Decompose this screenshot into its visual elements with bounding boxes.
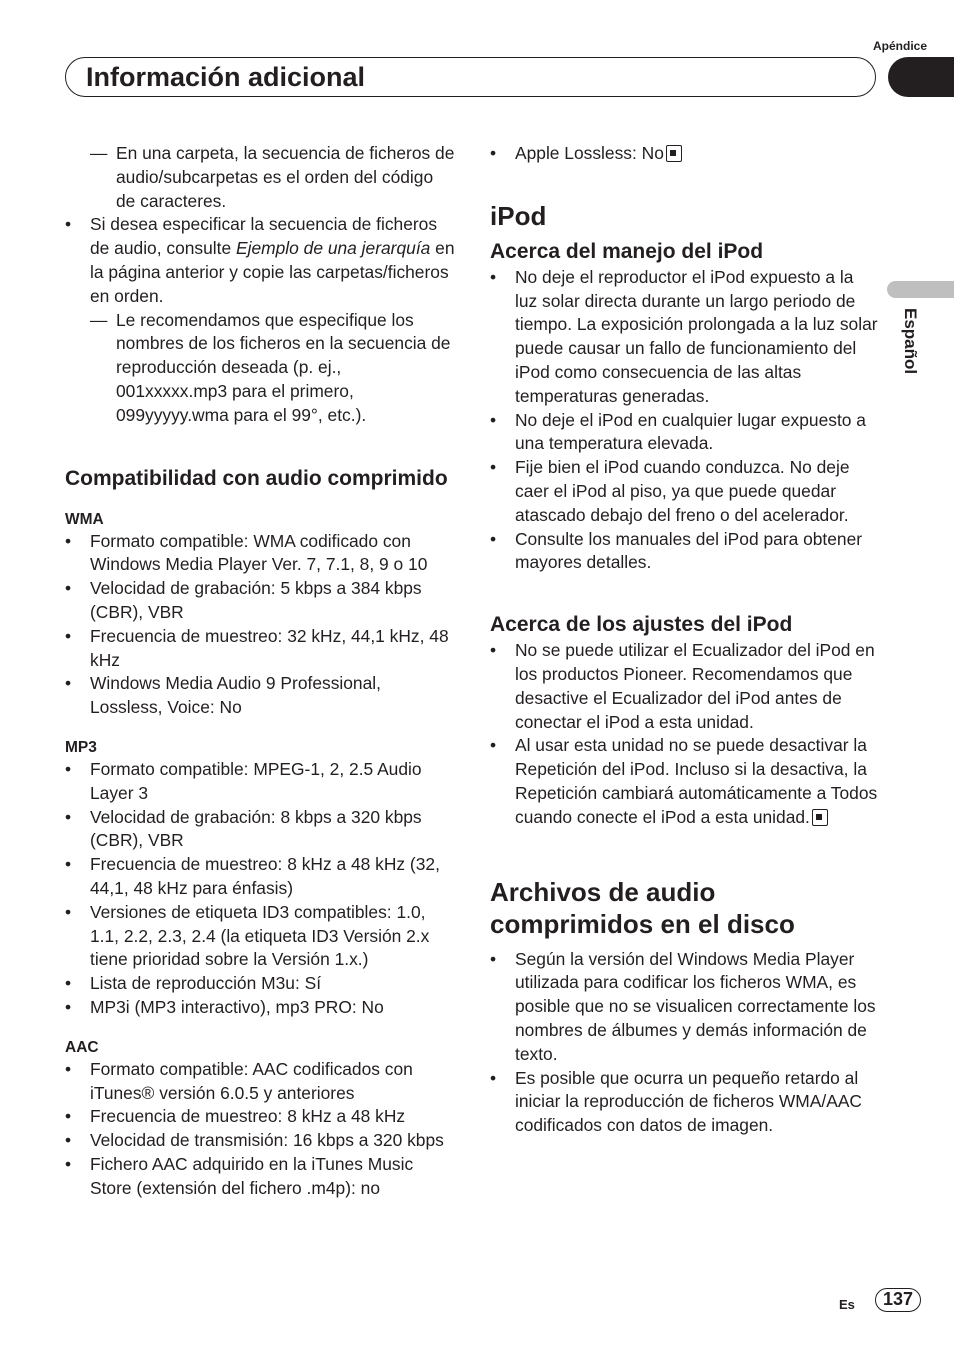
- appendix-label: Apéndice: [872, 39, 927, 53]
- handling-item: • No deje el iPod en cualquier lugar expuesto a una temperatura elevada.: [490, 409, 880, 457]
- aac-item: • Frecuencia de muestreo: 8 kHz a 48 kHz: [65, 1105, 455, 1129]
- mp3-item: • MP3i (MP3 interactivo), mp3 PRO: No: [65, 996, 455, 1020]
- intro-bullet-item: [65, 213, 455, 308]
- settings-item: • No se puede utilizar el Ecualizador del iPod en los productos Pioneer. Recomendamos que desactive el Ecualizador del iPod antes de conectar el iPod a esta unidad.: [490, 639, 880, 734]
- files-item: • Según la versión del Windows Media Player utilizada para codificar los ficheros WMA, es posible que no se visualicen correctamente los nombres de álbumes y demás información de texto.: [490, 948, 880, 1067]
- compat-heading: Compatibilidad con audio comprimido: [65, 466, 448, 490]
- wma-heading: WMA: [65, 510, 104, 528]
- settings-item-text: Al usar esta unidad no se puede desactivar la Repetición del iPod. Incluso si la desactiva, la Repetición cambiará automáticamente a Todos cuando conecte el iPod a esta unidad.: [515, 735, 878, 827]
- ipod-settings-heading: Acerca de los ajustes del iPod: [490, 613, 793, 637]
- intro-bullet-text: Si desea especificar la secuencia de ficheros de audio, consulte: [90, 214, 438, 259]
- chapter-tab-marker: [888, 57, 954, 97]
- files-item: • Es posible que ocurra un pequeño retardo al iniciar la reproducción de ficheros WMA/AAC codificados con datos de imagen.: [490, 1067, 880, 1138]
- handling-item: • Fije bien el iPod cuando conduzca. No deje caer el iPod al piso, ya que puede quedar atascado debajo del freno o del acelerador.: [490, 456, 880, 527]
- language-side-label-text: Español: [901, 308, 920, 375]
- aac-item: • Formato compatible: AAC codificados con iTunes® versión 6.0.5 y anteriores: [65, 1058, 455, 1106]
- footer-language-code: Es: [839, 1297, 855, 1312]
- aac-heading: AAC: [65, 1038, 99, 1056]
- aac-item: • Fichero AAC adquirido en la iTunes Music Store (extensión del fichero .m4p): no: [65, 1153, 455, 1201]
- intro-dash-item: — Le recomendamos que especifique los nombres de los ficheros en la secuencia de reproducción deseada (p. ej., 001xxxxx.mp3 para el primero, 099yyyyy.wma para el 99°, etc.).: [65, 309, 455, 428]
- ipod-heading: iPod: [490, 200, 547, 231]
- end-of-section-icon: [666, 145, 682, 162]
- ipod-handling-heading: Acerca del manejo del iPod: [490, 239, 764, 263]
- end-of-section-icon: [812, 809, 828, 826]
- wma-item: • Formato compatible: WMA codificado con Windows Media Player Ver. 7, 7.1, 8, 9 o 10: [65, 530, 455, 578]
- section-title-banner: [65, 57, 876, 97]
- mp3-heading: MP3: [65, 738, 97, 756]
- wma-item: • Velocidad de grabación: 5 kbps a 384 kbps (CBR), VBR: [65, 577, 455, 625]
- apple-lossless-item: [490, 142, 880, 166]
- settings-item: [490, 734, 880, 829]
- wma-item: • Windows Media Audio 9 Professional, Lossless, Voice: No: [65, 672, 455, 720]
- mp3-item: • Velocidad de grabación: 8 kbps a 320 kbps (CBR), VBR: [65, 806, 455, 854]
- mp3-item: • Formato compatible: MPEG-1, 2, 2.5 Audio Layer 3: [65, 758, 455, 806]
- intro-dash-item: — En una carpeta, la secuencia de ficheros de audio/subcarpetas es el orden del código de caracteres.: [65, 142, 455, 213]
- compressed-files-heading: Archivos de audio comprimidos en el disco: [490, 876, 795, 939]
- mp3-item: • Versiones de etiqueta ID3 compatibles: 1.0, 1.1, 2.2, 2.3, 2.4 (la etiqueta ID3 Versión 2.x tiene prioridad sobre la Versión 1.x.): [65, 901, 455, 972]
- mp3-item: • Frecuencia de muestreo: 8 kHz a 48 kHz (32, 44,1, 48 kHz para énfasis): [65, 853, 455, 901]
- wma-item: • Frecuencia de muestreo: 32 kHz, 44,1 kHz, 48 kHz: [65, 625, 455, 673]
- hierarchy-reference: Ejemplo de una jerarquía: [236, 238, 431, 259]
- aac-item: • Velocidad de transmisión: 16 kbps a 320 kbps: [65, 1129, 455, 1153]
- page-number: 137: [875, 1288, 921, 1312]
- apple-lossless-text: Apple Lossless: No: [515, 143, 664, 163]
- right-column: [490, 142, 880, 1138]
- mp3-item: • Lista de reproducción M3u: Sí: [65, 972, 455, 996]
- page-title: Información adicional: [86, 62, 366, 92]
- left-column: [65, 142, 455, 1200]
- handling-item: • No deje el reproductor el iPod expuesto a la luz solar directa durante un largo periodo de tiempo. La exposición prolongada a la luz solar puede causar un fallo de funcionamiento del iPod como consecuencia de las altas temperaturas generadas.: [490, 266, 880, 409]
- handling-item: • Consulte los manuales del iPod para obtener mayores detalles.: [490, 528, 880, 576]
- intro-bullet-text-end: en la página anterior y copie las carpetas/ficheros en orden.: [90, 238, 455, 306]
- language-side-label: [898, 308, 922, 392]
- language-tab-marker: [887, 281, 954, 298]
